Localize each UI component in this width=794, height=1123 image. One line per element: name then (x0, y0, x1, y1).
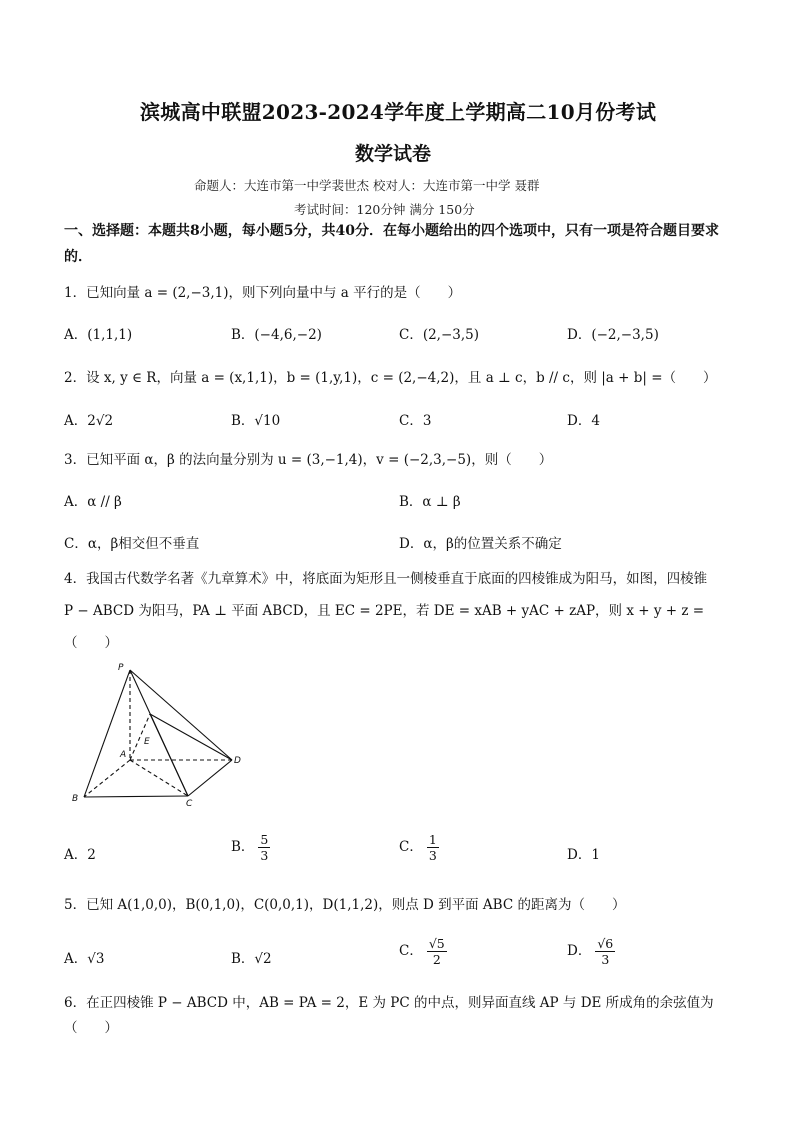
question-4-option-b-fraction (258, 832, 270, 863)
question-5-stem: 5．已知 A(1,0,0)，B(0,1,0)，C(0,0,1)，D(1,1,2)，则点 D 到平面 ABC 的距离为（ ） (64, 897, 626, 913)
question-1-option-b[interactable]: B．(−4,6,−2) (231, 327, 322, 343)
question-5-option-c-fraction (427, 936, 447, 967)
question-4-option-c-label: C． (399, 839, 423, 855)
question-4-stem-line3: （ ） (64, 635, 118, 651)
fraction-denominator: 3 (428, 848, 437, 863)
question-4-option-b-label: B． (231, 839, 255, 855)
question-4-stem-line2: P − ABCD 为阳马，PA ⊥ 平面 ABCD，且 EC = 2PE，若 DE = xAB + yAC + zAP，则 x + y + z = (64, 603, 705, 619)
question-5-option-a[interactable]: A．√3 (64, 951, 105, 967)
figure-label-b: B (72, 794, 79, 804)
question-4-stem-line1: 4．我国古代数学名著《九章算术》中，将底面为矩形且一侧棱垂直于底面的四棱锥成为阳马，如图，四棱锥 (64, 571, 708, 587)
question-5-option-d-label: D． (567, 943, 592, 959)
question-2-option-b[interactable]: B．√10 (231, 413, 281, 429)
figure-label-d: D (234, 756, 241, 766)
question-3-option-a[interactable]: A．α // β (64, 494, 122, 510)
question-2-option-a[interactable]: A．2√2 (64, 413, 114, 429)
question-5-option-c[interactable] (399, 936, 447, 967)
question-5-option-d-fraction (595, 936, 615, 967)
question-1-option-d[interactable]: D．(−2,−3,5) (567, 327, 659, 343)
section-heading: 一、选择题：本题共8小题，每小题5分，共40分．在每小题给出的四个选项中，只有一项是符合题目要求的． (64, 223, 719, 265)
pyramid-figure (60, 660, 260, 810)
question-1-option-c[interactable]: C．(2,−3,5) (399, 327, 480, 343)
exam-subtitle: 数学试卷 (355, 143, 432, 165)
exam-time-info: 考试时间：120分钟 满分 150分 (294, 202, 475, 217)
question-5-option-b[interactable]: B．√2 (231, 951, 272, 967)
question-2-stem: 2．设 x, y ∈ R，向量 a = (x,1,1)，b = (1,y,1)，c = (2,−4,2)，且 a ⊥ c，b // c，则 |a + b| =（ ） (64, 370, 717, 386)
question-4-option-c-fraction (427, 832, 439, 863)
question-3-option-d[interactable]: D．α，β的位置关系不确定 (399, 536, 562, 552)
fraction-numerator: 5 (260, 832, 269, 847)
question-1-option-a[interactable]: A．(1,1,1) (64, 327, 133, 343)
fraction-denominator: 2 (432, 952, 441, 967)
fraction-numerator: √6 (597, 936, 614, 951)
question-2-option-d[interactable]: D．4 (567, 413, 600, 429)
fraction-numerator: 1 (428, 832, 437, 847)
figure-label-c: C (186, 799, 193, 809)
fraction-denominator: 3 (601, 952, 610, 967)
fraction-numerator: √5 (428, 936, 445, 951)
question-5-option-d[interactable] (567, 936, 615, 967)
question-6-stem-line2: （ ） (64, 1020, 118, 1036)
question-5-option-c-label: C． (399, 943, 423, 959)
figure-label-p: P (118, 663, 124, 673)
question-4-option-b[interactable] (231, 832, 270, 863)
figure-label-a: A (120, 750, 127, 760)
exam-title: 滨城高中联盟2023-2024学年度上学期高二10月份考试 (140, 100, 657, 124)
question-4-option-d[interactable]: D．1 (567, 847, 600, 863)
question-3-option-c[interactable]: C．α，β相交但不垂直 (64, 536, 200, 552)
question-1-stem: 1．已知向量 a = (2,−3,1)，则下列向量中与 a 平行的是（ ） (64, 285, 462, 301)
question-4-option-a[interactable]: A．2 (64, 847, 96, 863)
question-2-option-c[interactable]: C．3 (399, 413, 432, 429)
question-4-option-c[interactable] (399, 832, 439, 863)
question-3-option-b[interactable]: B．α ⊥ β (399, 494, 461, 510)
exam-authors: 命题人：大连市第一中学裴世杰 校对人：大连市第一中学 聂群 (194, 178, 540, 193)
figure-label-e: E (144, 737, 150, 747)
question-3-stem: 3．已知平面 α，β 的法向量分别为 u = (3,−1,4)，v = (−2,3,−5)，则（ ） (64, 452, 553, 468)
question-6-stem-line1: 6．在正四棱锥 P − ABCD 中，AB = PA = 2，E 为 PC 的中点，则异面直线 AP 与 DE 所成角的余弦值为 (64, 995, 714, 1011)
fraction-denominator: 3 (260, 848, 269, 863)
